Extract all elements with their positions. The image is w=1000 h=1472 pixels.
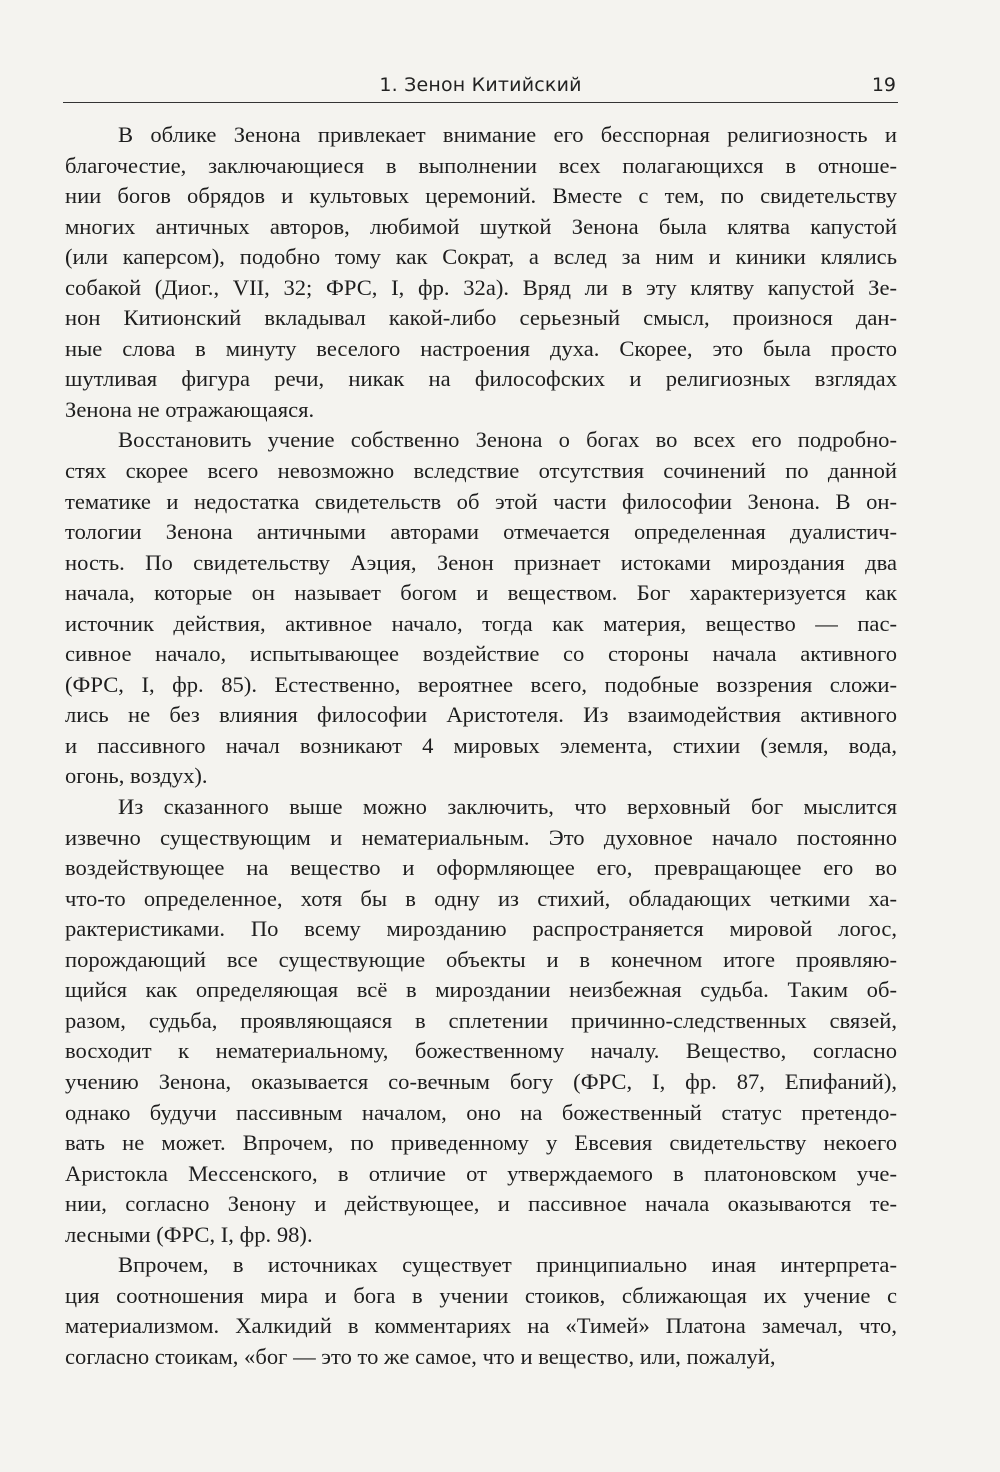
text-line: ность. По свидетельству Аэция, Зенон признает истоками мироздания два <box>65 549 897 575</box>
text-line: благочестие, заключающиеся в выполнении всех полагающихся в отноше- <box>65 152 897 178</box>
text-line: шутливая фигура речи, никак на философских и религиозных взглядах <box>65 366 897 392</box>
text-line: В облике Зенона привлекает внимание его бесспорная религиозность и <box>118 122 897 147</box>
text-line: начала, которые он называет богом и веществом. Бог характеризуется как <box>65 580 897 606</box>
text-line: согласно стоикам, «бог — это то же самое, что и вещество, или, пожалуй, <box>65 1343 776 1369</box>
text-line: ция соотношения мира и бога в учении стоиков, сближающая их учение с <box>65 1282 897 1308</box>
paragraph <box>65 792 897 1250</box>
text-line: тематике и недостатка свидетельств об этой части философии Зенона. В он- <box>65 488 897 514</box>
text-line: учению Зенона, оказывается со-вечным богу (ФРС, I, фр. 87, Епифаний), <box>65 1068 897 1094</box>
text-line: (или каперсом), подобно тому как Сократ, а вслед за ним и киники клялись <box>65 244 897 270</box>
text-line: лись не без влияния философии Аристотеля. Из взаимодействия активного <box>65 702 897 728</box>
text-line: рактеристиками. По всему мирозданию распространяется мировой логос, <box>65 916 897 942</box>
page-number: 19 <box>871 74 896 96</box>
text-line: Аристокла Мессенского, в отличие от утверждаемого в платоновском уче- <box>65 1160 897 1186</box>
text-line: материализмом. Халкидий в комментариях на «Тимей» Платона замечал, что, <box>65 1313 897 1339</box>
text-line: разом, судьба, проявляющаяся в сплетении причинно-следственных связей, <box>65 1007 897 1033</box>
text-line: нии, согласно Зенону и действующее, и пассивное начала оказываются те- <box>65 1191 897 1217</box>
text-line: нии богов обрядов и культовых церемоний. Вместе с тем, по свидетельству <box>65 183 897 209</box>
text-line: огонь, воздух). <box>65 763 208 789</box>
text-line: лесными (ФРС, I, фр. 98). <box>65 1221 313 1247</box>
text-line: щийся как определяющая всё в мироздании неизбежная судьба. Таким об- <box>65 977 897 1003</box>
text-line: сивное начало, испытывающее воздействие со стороны начала активного <box>65 641 897 667</box>
running-header <box>63 72 898 103</box>
paragraph <box>65 1250 897 1372</box>
text-line: собакой (Диог., VII, 32; ФРС, I, фр. 32а). Вряд ли в эту клятву капустой Зе- <box>65 274 897 300</box>
text-line: стях скорее всего невозможно вследствие отсутствия сочинений по данной <box>65 458 897 484</box>
text-line: воздействующее на вещество и оформляющее его, превращающее его во <box>65 855 897 881</box>
text-line: многих античных авторов, любимой шуткой Зенона была клятва капустой <box>65 213 897 239</box>
text-line: Зенона не отражающаяся. <box>65 396 315 422</box>
text-line: вать не может. Впрочем, по приведенному у Евсевия свидетельству некоего <box>65 1130 897 1156</box>
body-text <box>65 120 897 1372</box>
paragraph <box>65 120 897 425</box>
chapter-title: 1. Зенон Китийский <box>379 74 582 96</box>
text-line: тологии Зенона античными авторами отмечается определенная дуалистич- <box>65 519 897 545</box>
text-line: что-то определенное, хотя бы в одну из стихий, обладающих четкими ха- <box>65 885 897 911</box>
text-line: (ФРС, I, фр. 85). Естественно, вероятнее всего, подобные воззрения сложи- <box>65 671 897 697</box>
text-line: нон Китионский вкладывал какой-либо серьезный смысл, произнося дан- <box>65 305 897 331</box>
text-line: Восстановить учение собственно Зенона о богах во всех его подробно- <box>118 427 897 453</box>
text-line: Впрочем, в источниках существует принципиально иная интерпрета- <box>118 1252 897 1278</box>
text-line: и пассивного начал возникают 4 мировых элемента, стихии (земля, вода, <box>65 732 897 758</box>
paragraph <box>65 425 897 792</box>
text-line: извечно существующим и нематериальным. Это духовное начало постоянно <box>65 824 897 850</box>
text-line: восходит к нематериальному, божественному началу. Вещество, согласно <box>65 1038 897 1064</box>
text-line: ные слова в минуту веселого настроения духа. Скорее, это была просто <box>65 335 897 361</box>
text-line: источник действия, активное начало, тогда как материя, вещество — пас- <box>65 610 897 636</box>
text-line: однако будучи пассивным началом, оно на божественный статус претендо- <box>65 1099 897 1125</box>
text-line: Из сказанного выше можно заключить, что верховный бог мыслится <box>118 794 897 820</box>
text-line: порождающий все существующие объекты и в конечном итоге проявляю- <box>65 946 897 972</box>
